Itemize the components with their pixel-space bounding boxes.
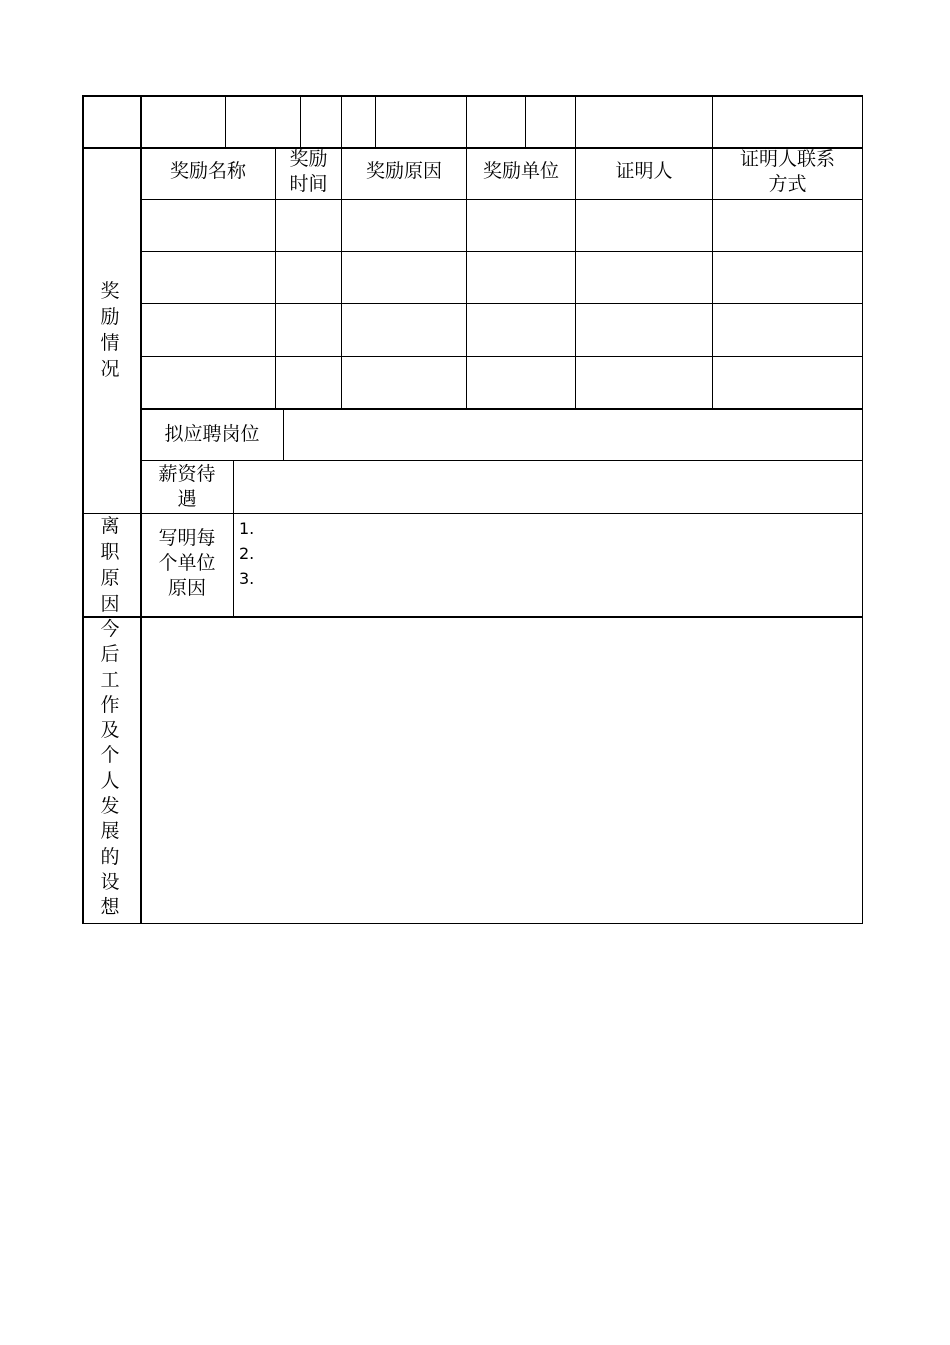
top-row-divider — [712, 95, 713, 147]
award-section-label: 奖 励 情 况 — [100, 280, 120, 380]
salary-row-bottom-line — [82, 513, 863, 514]
award-col-divider — [466, 147, 467, 409]
border-right — [862, 95, 863, 924]
salary-label: 薪资待 遇 — [158, 463, 216, 510]
position-field[interactable] — [284, 409, 862, 460]
border-top — [82, 95, 863, 97]
header-witness: 证明人 — [615, 160, 673, 182]
top-row-divider — [575, 95, 576, 147]
header-award-unit: 奖励单位 — [482, 160, 559, 182]
top-row-divider — [375, 95, 376, 147]
future-plan-field[interactable] — [142, 618, 862, 923]
leave-reason-label: 离 职 原 因 — [100, 515, 120, 615]
top-row-divider — [525, 95, 526, 147]
award-col-divider — [341, 147, 342, 409]
border-bottom — [82, 923, 863, 924]
top-row-divider — [225, 95, 226, 147]
leave-reason-item: 2. — [239, 544, 255, 563]
award-col-divider — [575, 147, 576, 409]
award-row-line — [140, 356, 863, 357]
header-award-time: 奖励 时间 — [289, 148, 328, 195]
top-row-divider — [300, 95, 301, 147]
leave-reason-item: 1. — [239, 519, 255, 538]
future-plan-label: 今 后 工 作 及 个 人 发 展 的 设 想 — [100, 618, 120, 919]
header-award-reason: 奖励原因 — [365, 160, 442, 182]
award-row-line — [140, 303, 863, 304]
leave-reason-list[interactable] — [239, 516, 839, 591]
award-row-line — [140, 251, 863, 252]
header-award-name: 奖励名称 — [169, 160, 246, 182]
award-row-line — [140, 199, 863, 200]
top-row-divider — [466, 95, 467, 147]
top-row-divider — [341, 95, 342, 147]
leave-reason-item: 3. — [239, 569, 255, 588]
position-label: 拟应聘岗位 — [164, 423, 260, 445]
border-left — [82, 95, 84, 924]
header-witness-contact: 证明人联系 方式 — [739, 148, 835, 195]
salary-field[interactable] — [234, 461, 862, 513]
leave-reason-sublabel: 写明每 个单位 原因 — [158, 527, 216, 599]
application-form — [82, 95, 863, 924]
